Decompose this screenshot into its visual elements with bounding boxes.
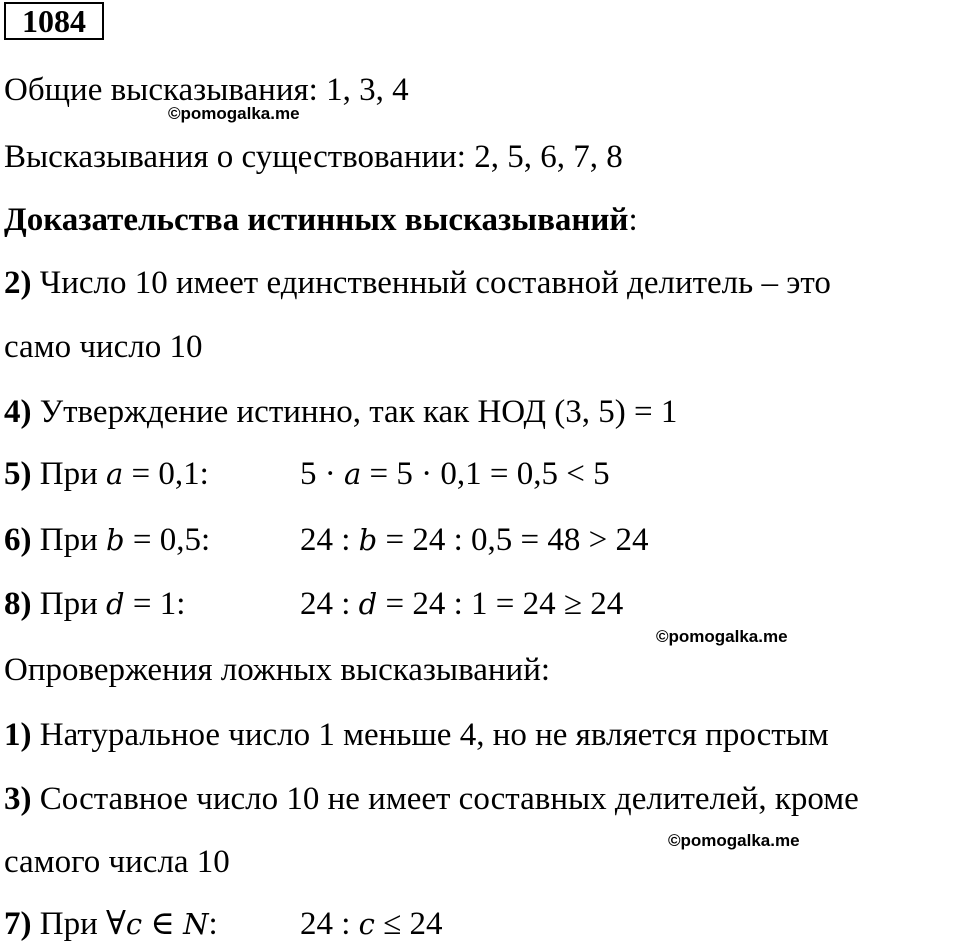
watermark: ©pomogalka.me	[668, 831, 800, 850]
proof-8-expr	[300, 582, 623, 626]
refutation-1	[4, 713, 829, 757]
proof-6-expr-var: b	[358, 523, 378, 557]
refutation-7-set: N	[183, 907, 209, 941]
refutation-3-text: Составное число 10 не имеет составных делителей, кроме	[31, 781, 859, 817]
proof-5-pre: При	[31, 456, 106, 492]
proof-5-expr-a: 5 ·	[300, 456, 344, 492]
proof-2-text: Число 10 имеет единственный составной делитель – это	[31, 265, 831, 301]
refutation-7-cond: :	[208, 906, 218, 942]
refutation-7-pre: При ∀	[31, 906, 126, 942]
proof-4-text: Утверждение истинно, так как НОД (3, 5) = 1	[31, 394, 678, 430]
refutation-1-text: Натуральное число 1 меньше 4, но не является простым	[31, 717, 829, 753]
proof-6-expr-a: 24 :	[300, 522, 359, 558]
watermark: ©pomogalka.me	[656, 627, 788, 646]
refutation-3	[4, 777, 859, 821]
proof-5-cond: = 0,1:	[123, 456, 209, 492]
refutation-7-label: 7)	[4, 906, 32, 942]
proof-6-pre: При	[31, 522, 106, 558]
proof-6	[4, 518, 954, 562]
proof-4	[4, 390, 677, 434]
refutation-3-label: 3)	[4, 781, 32, 817]
proof-6-expr-b: = 24 : 0,5 = 48 > 24	[377, 522, 649, 558]
proof-5-expr-var: a	[344, 457, 362, 491]
refutations-heading: Опровержения ложных высказываний:	[4, 652, 551, 688]
proof-5-expr	[300, 452, 610, 496]
refutation-7-in: ∈	[142, 906, 184, 942]
refutation-7	[4, 902, 954, 946]
proof-8-label: 8)	[4, 586, 32, 622]
refutation-7-expr-var: c	[358, 907, 375, 941]
proofs-heading-colon: :	[628, 202, 638, 238]
proof-5-expr-b: = 5 · 0,1 = 0,5 < 5	[361, 456, 610, 492]
existence-statements: Высказывания о существовании: 2, 5, 6, 7, 8	[4, 139, 623, 175]
refutation-7-var: c	[125, 907, 143, 941]
proof-5-label: 5)	[4, 456, 32, 492]
general-statements: Общие высказывания: 1, 3, 4	[4, 72, 409, 108]
proof-6-label: 6)	[4, 522, 32, 558]
refutation-7-expr	[300, 902, 443, 946]
watermark: ©pomogalka.me	[168, 104, 300, 123]
proof-4-label: 4)	[4, 394, 32, 430]
proof-2-label: 2)	[4, 265, 32, 301]
proof-8-expr-b: = 24 : 1 = 24 ≥ 24	[377, 586, 624, 622]
proof-8-expr-a: 24 :	[300, 586, 359, 622]
proof-2	[4, 261, 831, 305]
proof-8-var: d	[106, 587, 125, 621]
proofs-heading	[4, 198, 638, 242]
proof-6-var: b	[106, 523, 125, 557]
refutation-7-expr-b: ≤ 24	[374, 906, 443, 942]
refutation-3-continued: самого числа 10	[4, 844, 230, 880]
proof-8-expr-var: d	[358, 587, 378, 621]
proof-6-cond: = 0,5:	[124, 522, 211, 558]
proof-8-pre: При	[31, 586, 106, 622]
proof-5	[4, 452, 954, 496]
proofs-heading-text: Доказательства истинных высказываний	[4, 202, 629, 238]
problem-number: 1084	[4, 2, 104, 40]
proof-2-continued: само число 10	[4, 329, 203, 365]
refutation-7-expr-a: 24 :	[300, 906, 359, 942]
proof-8	[4, 582, 954, 626]
refutation-1-label: 1)	[4, 717, 32, 753]
proof-6-expr	[300, 518, 649, 562]
proof-8-cond: = 1:	[124, 586, 186, 622]
proof-5-var: a	[106, 457, 124, 491]
